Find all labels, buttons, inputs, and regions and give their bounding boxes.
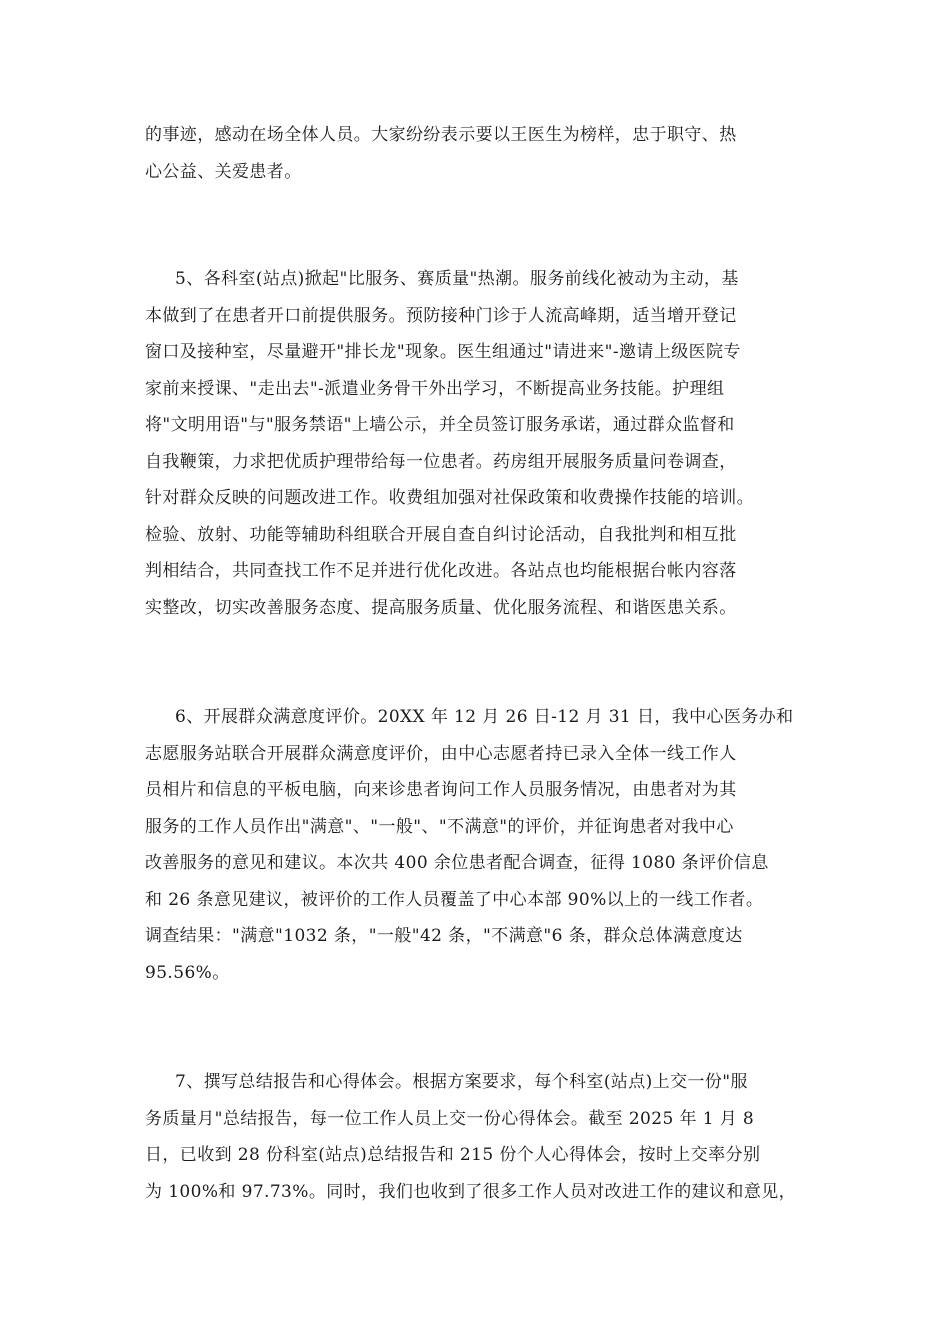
text-line: 判相结合，共同查找工作不足并进行优化改进。各站点也均能根据台帐内容落: [145, 561, 737, 581]
text-line: 为 100%和 97.73%。同时，我们也收到了很多工作人员对改进工作的建议和意见，: [145, 1181, 797, 1202]
paragraph-continuation: [145, 117, 815, 190]
text-line: 实整改，切实改善服务态度、提高服务质量、优化服务流程、和谐医患关系。: [145, 597, 737, 618]
text-line: 改善服务的意见和建议。本次共 400 余位患者配合调查，征得 1080 条评价信息: [145, 853, 769, 873]
text-line: 家前来授课、"走出去"-派遣业务骨干外出学习，不断提高业务技能。护理组: [145, 378, 725, 399]
paragraph-item-6: [145, 699, 815, 991]
text-line: 员相片和信息的平板电脑，向来诊患者询问工作人员服务情况，由患者对为其: [145, 780, 737, 800]
text-line: 日，已收到 28 份科室(站点)总结报告和 215 份个人心得体会，按时上交率分别: [145, 1145, 761, 1165]
text-line: 调查结果："满意"1032 条，"一般"42 条，"不满意"6 条，群众总体满意度达: [145, 926, 743, 946]
paragraph-item-5: [145, 261, 815, 626]
text-line: 和 26 条意见建议，被评价的工作人员覆盖了中心本部 90%以上的一线工作者。: [145, 889, 764, 910]
text-line: 务质量月"总结报告，每一位工作人员上交一份心得体会。截至 2025 年 1 月 8: [145, 1108, 755, 1129]
text-line: 7、撰写总结报告和心得体会。根据方案要求，每个科室(站点)上交一份"服: [175, 1072, 748, 1092]
paragraph-item-7: [145, 1064, 815, 1210]
text-line: 心公益、关爱患者。: [145, 161, 302, 182]
text-line: 服务的工作人员作出"满意"、"一般"、"不满意"的评价，并征询患者对我中心: [145, 816, 734, 837]
text-line: 志愿服务站联合开展群众满意度评价，由中心志愿者持已录入全体一线工作人: [145, 743, 737, 764]
text-line: 95.56%。: [145, 962, 230, 983]
text-line: 5、各科室(站点)掀起"比服务、赛质量"热潮。服务前线化被动为主动，基: [175, 269, 739, 289]
text-line: 针对群众反映的问题改进工作。收费组加强对社保政策和收费操作技能的培训。: [145, 488, 754, 508]
text-line: 本做到了在患者开口前提供服务。预防接种门诊于人流高峰期，适当增开登记: [145, 305, 737, 326]
text-line: 6、开展群众满意度评价。20XX 年 12 月 26 日-12 月 31 日，我中心医务办和: [175, 707, 794, 727]
text-line: 窗口及接种室，尽量避开"排长龙"现象。医生组通过"请进来"-邀请上级医院专: [145, 342, 741, 362]
text-line: 检验、放射、功能等辅助科组联合开展自查自纠讨论活动，自我批判和相互批: [145, 524, 737, 545]
text-line: 自我鞭策，力求把优质护理带给每一位患者。药房组开展服务质量问卷调查，: [145, 451, 737, 472]
text-line: 的事迹，感动在场全体人员。大家纷纷表示要以王医生为榜样，忠于职守、热: [145, 125, 737, 145]
text-line: 将"文明用语"与"服务禁语"上墙公示，并全员签订服务承诺，通过群众监督和: [145, 415, 735, 435]
